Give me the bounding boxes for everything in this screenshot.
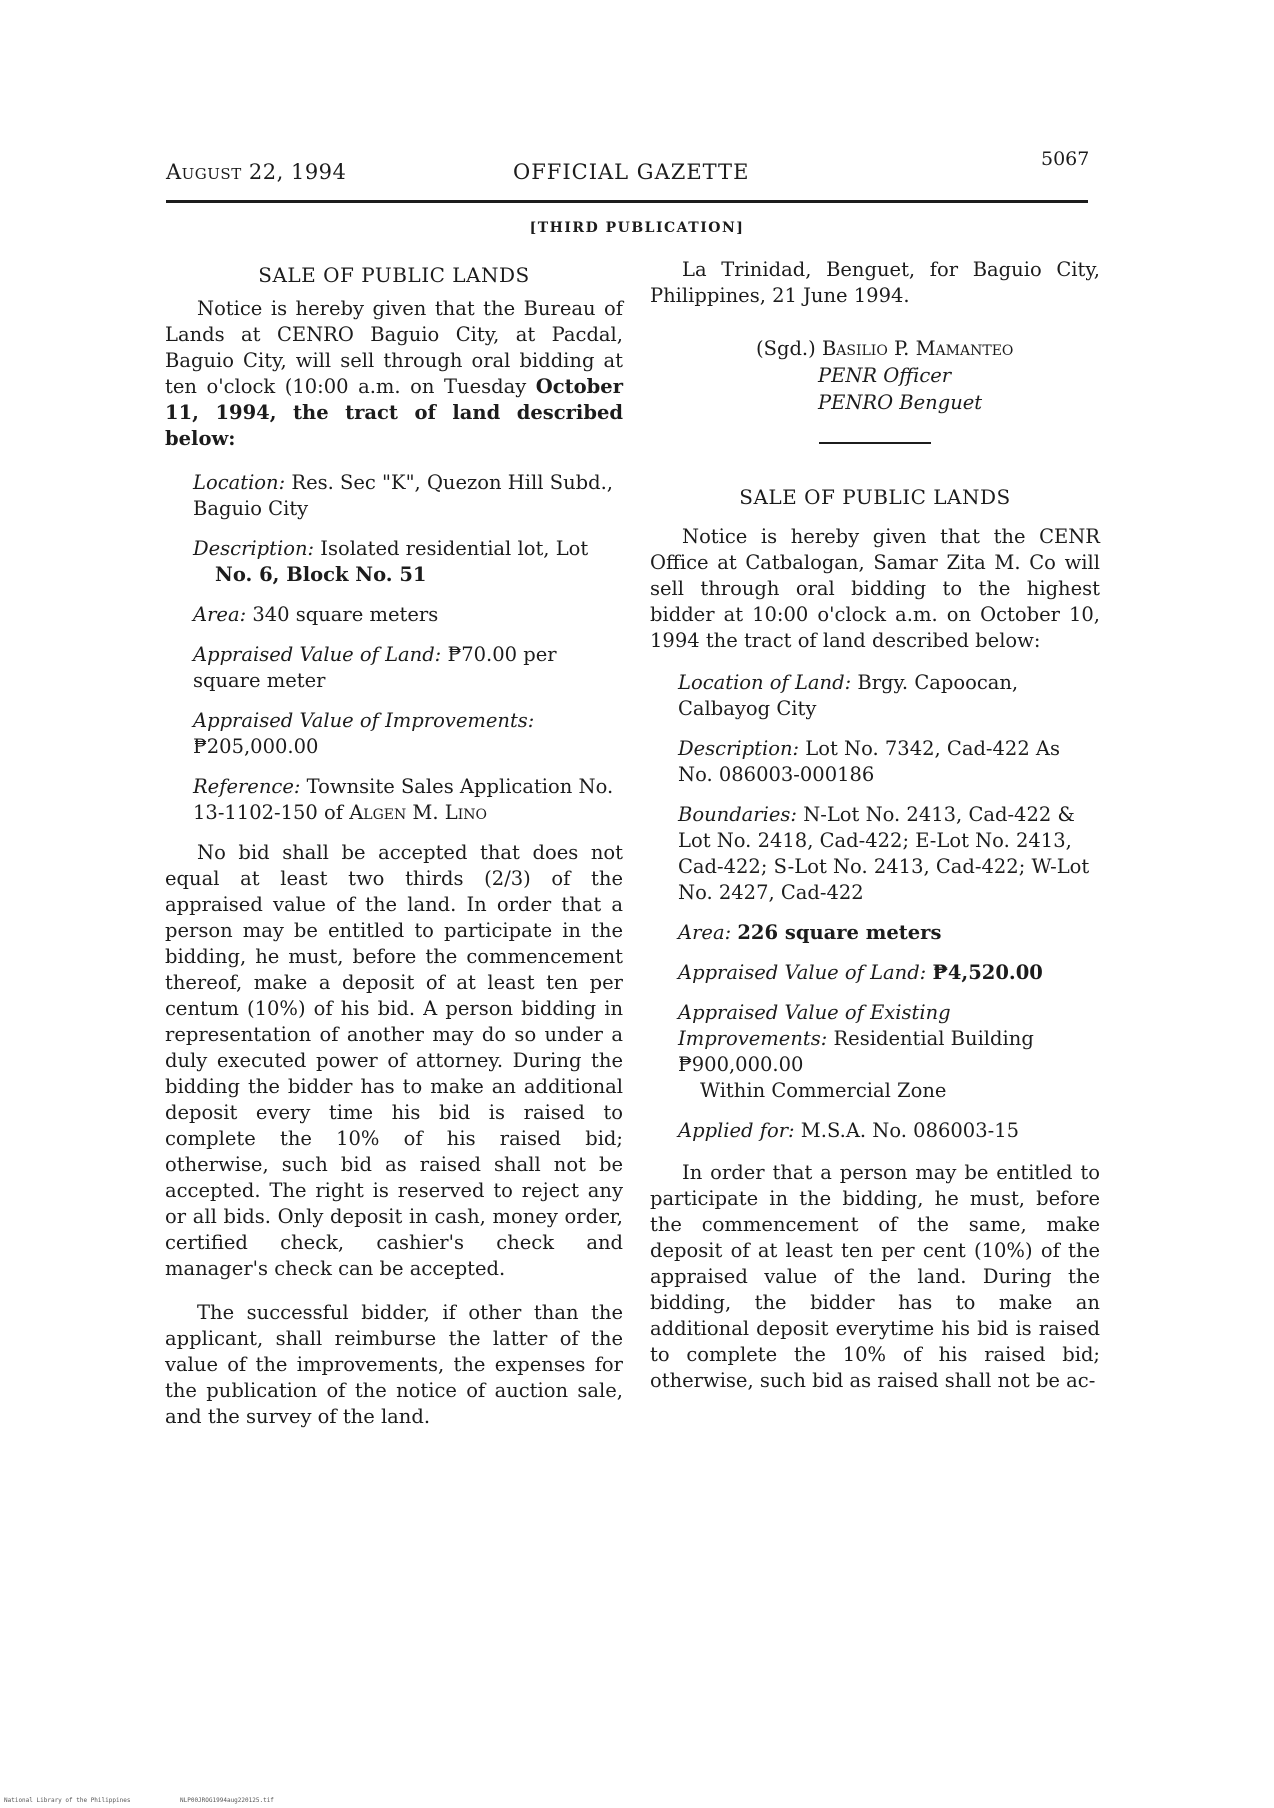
notice1-description-label: Description: <box>193 537 315 560</box>
notice1-description-value-a: Isolated residential lot, Lot <box>320 537 589 560</box>
notice2-boundaries <box>678 802 1100 906</box>
notice1-description <box>193 536 623 588</box>
notice1-location-value: Res. Sec "K", Quezon Hill Subd., Baguio City <box>193 471 613 520</box>
publication-tag: [THIRD PUBLICATION] <box>529 220 745 236</box>
notice2-boundaries-label: Boundaries: <box>678 803 797 826</box>
sig-title-1: PENR Officer <box>818 364 952 387</box>
right-column <box>650 257 1100 1394</box>
notice2-area-label: Area: <box>678 921 732 944</box>
notice2-area <box>678 920 1100 946</box>
notice1-reference <box>193 774 623 826</box>
notice1-intro <box>165 296 623 452</box>
notice1-reference-value-b: Algen M. Lino <box>349 801 488 824</box>
notice2-existing-value-b: Within Commercial Zone <box>700 1079 947 1102</box>
notice1-area <box>193 602 623 628</box>
notice1-location <box>193 470 623 522</box>
sig-name: Basilio P. Mamanteo <box>821 337 1014 360</box>
notice2-para1: In order that a person may be entitled to participate in the bidding, he must, before the commencement of the same, make deposit of at least ten per cent (10%) of the appraised value of the land. During the bidding, the bidder has to make an additional deposit everytime his bid is raised to complete the 10% of his raised bid; otherwise, such bid as raised shall not be ac- <box>650 1161 1100 1392</box>
page-number: 5067 <box>1041 148 1090 170</box>
notice2-applied-value: M.S.A. No. 086003-15 <box>800 1119 1020 1142</box>
notice1-reference-label: Reference: <box>193 775 301 798</box>
notice2-description-value: Lot No. 7342, Cad-422 As No. 086003-000186 <box>678 737 1061 786</box>
notice1-land-value-label: Appraised Value of Land: <box>193 643 442 666</box>
notice1-area-value: 340 square meters <box>252 603 439 626</box>
notice2-land-value-value: ₱4,520.00 <box>932 961 1043 984</box>
notice1-place-date: La Trinidad, Benguet, for Baguio City, Philippines, 21 June 1994. <box>650 258 1100 307</box>
notice2-applied-label: Applied for: <box>678 1119 795 1142</box>
notice2-location-value: Brgy. Capoocan, Calbayog City <box>678 671 1019 720</box>
notice2-area-value: 226 square meters <box>737 921 942 944</box>
header-rule <box>166 200 1088 203</box>
notice1-reference-value-a: Townsite Sales Application No. 13-1102-150 of <box>193 775 614 824</box>
notice2-boundaries-value: N-Lot No. 2413, Cad-422 & Lot No. 2418, Cad-422; E-Lot No. 2413, Cad-422; S-Lot No. 2413, Cad-422; W-Lot No. 2427, Cad-422 <box>678 803 1090 904</box>
sig-prefix: (Sgd.) <box>756 337 816 360</box>
sig-title-2: PENRO Benguet <box>818 391 983 414</box>
notice1-description-value-b: No. 6, Block No. 51 <box>215 563 427 586</box>
footer-library: National Library of the Philippines <box>4 1797 131 1804</box>
notice1-land-value-value: ₱70.00 per square meter <box>193 643 557 692</box>
notice1-intro-date: October 11, 1994, the tract of land described below: <box>165 375 623 450</box>
notice2-intro: Notice is hereby given that the CENR Office at Catbalogan, Samar Zita M. Co will sell through oral bidding to the highest bidder at 10:00 o'clock a.m. on October 10, 1994 the tract of land described below: <box>650 525 1100 652</box>
notice2-heading: SALE OF PUBLIC LANDS <box>739 485 1011 509</box>
notice1-location-label: Location: <box>193 471 286 494</box>
notice1-improvements-label: Appraised Value of Improvements: <box>193 709 535 732</box>
notice1-land-value <box>193 642 623 694</box>
section-divider <box>819 442 931 444</box>
notice1-improvements-value: ₱205,000.00 <box>193 735 319 758</box>
footer-filename: NLP00JROG1994aug220125.tif <box>180 1797 274 1804</box>
notice2-existing-improvements <box>678 1000 1100 1104</box>
notice2-location <box>678 670 1100 722</box>
notice2-land-value <box>678 960 1100 986</box>
notice2-applied-for <box>678 1118 1100 1144</box>
left-column <box>165 262 623 1430</box>
notice1-intro-text: Notice is hereby given that the Bureau of Lands at CENRO Baguio City, at Pacdal, Baguio City, will sell through oral bidding at ten o'clock (10:00 a.m. on Tuesday <box>165 297 623 398</box>
notice2-land-value-label: Appraised Value of Land: <box>678 961 927 984</box>
notice2-existing-label: Appraised Value of Existing Improvements: <box>678 1001 951 1050</box>
notice1-signature <box>650 335 1100 416</box>
header-date: August 22, 1994 <box>166 160 347 184</box>
notice2-location-label: Location of Land: <box>678 671 852 694</box>
notice1-para2: The successful bidder, if other than the applicant, shall reimburse the latter of the value of the improvements, the expenses for the publication of the notice of auction sale, and the survey of the land. <box>165 1301 623 1428</box>
notice1-heading: SALE OF PUBLIC LANDS <box>258 263 530 287</box>
notice1-para1: No bid shall be accepted that does not equal at least two thirds (2/3) of the appraised value of the land. In order that a person may be entitled to participate in the bidding, he must, before the commencement thereof, make a deposit of at least ten per centum (10%) of his bid. A person bidding in representation of another may do so under a duly executed power of attorney. During the bidding the bidder has to make an additional deposit every time his bid is raised to complete the 10% of his raised bid; otherwise, such bid as raised shall not be accepted. The right is reserved to reject any or all bids. Only deposit in cash, money order, certified check, cashier's check and manager's check can be accepted. <box>165 841 623 1280</box>
gazette-title: OFFICIAL GAZETTE <box>513 160 750 184</box>
notice2-description <box>678 736 1100 788</box>
notice2-description-label: Description: <box>678 737 800 760</box>
notice1-improvements <box>193 708 623 760</box>
notice2-existing-value-a: Residential Building ₱900,000.00 <box>678 1027 1034 1076</box>
notice1-area-label: Area: <box>193 603 247 626</box>
